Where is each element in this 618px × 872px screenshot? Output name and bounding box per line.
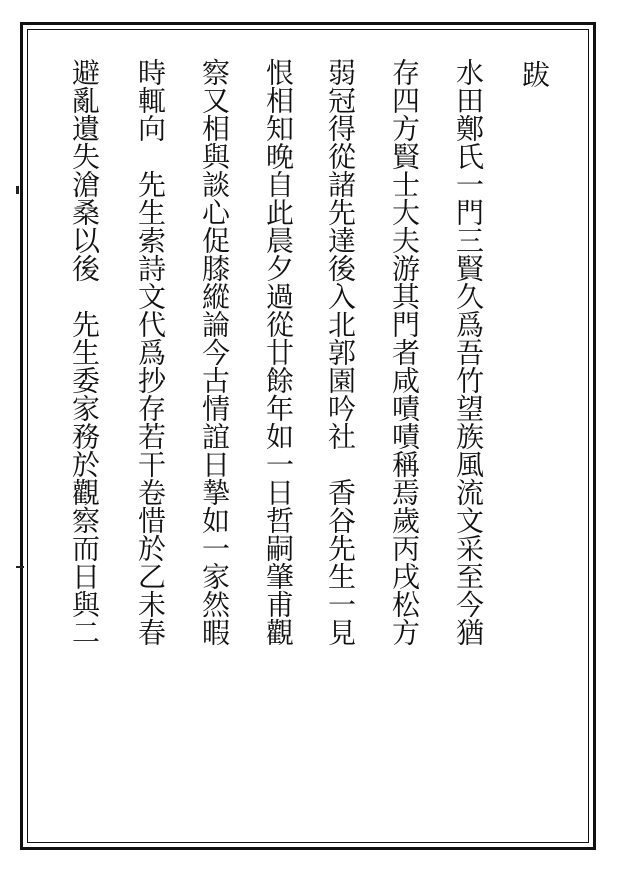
text-column-4: 恨相知晚自此晨夕過從廿餘年如一日哲嗣肇甫觀 xyxy=(262,58,295,646)
text-column-2: 存四方賢士大夫游其門者咸嘖嘖稱焉歲丙戌松方 xyxy=(388,58,421,646)
page-border-inner xyxy=(27,29,589,843)
text-column-7: 避亂遺失滄桑以後 先生委家務於觀察而日與二 xyxy=(68,58,101,646)
text-column-6: 時輒向 先生索詩文代爲抄存若干卷惜於乙未春 xyxy=(134,58,167,646)
text-column-5: 察又相與談心促膝縱論今古情誼日摯如一家然暇 xyxy=(198,58,231,646)
scan-mark xyxy=(16,186,19,194)
scan-mark xyxy=(16,566,24,568)
page-title: 跋 xyxy=(518,60,551,88)
text-column-1: 水田鄭氏一門三賢久爲吾竹望族風流文采至今猶 xyxy=(452,58,485,646)
text-column-3: 弱冠得從諸先達後入北郭園吟社 香谷先生一見 xyxy=(324,58,357,646)
